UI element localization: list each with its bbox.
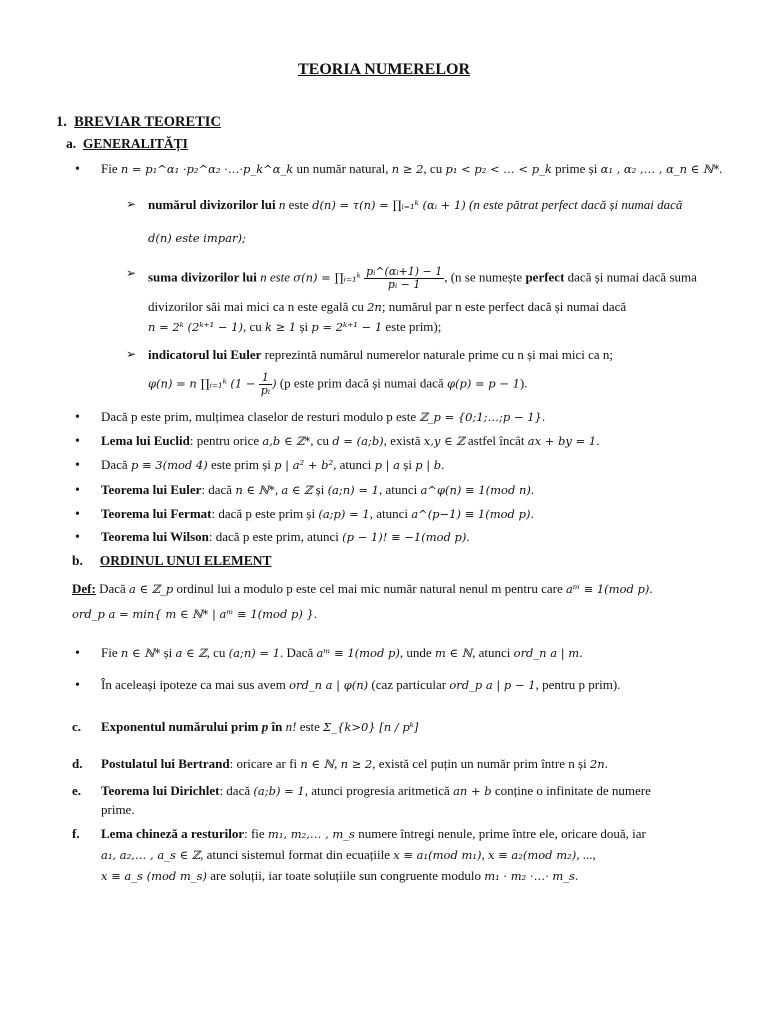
subsection-e: e. Teorema lui Dirichlet: dacă (a;b) = 1, atunci progresia aritmetică an + b conține o infinitate de numere (72, 783, 651, 798)
subsection-label: GENERALITĂȚI (82, 136, 188, 151)
item-divisors-count-cont: d(n) este impar); (148, 231, 246, 245)
formula-divisors-count: d(n) = τ(n) = ∏ᵢ₌₁ᵏ (αᵢ + 1) (312, 198, 466, 212)
fraction-euler: $\frac{1}{\text{pᵢ}}$ (260, 371, 271, 398)
item-divisors-count: ➢ numărul divizorilor lui n este d(n) = τ(n) = ∏ᵢ₌₁ᵏ (αᵢ + 1) (n este pătrat perfect dacă și numai dacă (148, 197, 682, 213)
bullet-euler-theorem: • Teorema lui Euler: dacă n ∈ ℕ*, a ∈ ℤ și (a;n) = 1, atunci a^φ(n) ≡ 1(mod n). (101, 482, 534, 498)
paragraph-fie: • Fie n = p₁^α₁ ·p₂^α₂ ·…·p_k^α_k un număr natural, n ≥ 2, cu p₁ < p₂ < … < p_k prime și α₁ , α₂ ,… , α_n ∈ ℕ*. (101, 161, 722, 177)
item-euler-indicator-formula: φ(n) = n ∏ᵢ₌₁ᵏ (1 − $\frac{1}{\text{pᵢ}}$ ) (p este prim dacă și numai dacă φ(p) = p − 1). (148, 371, 528, 398)
item-divisors-sum-cont1: divizorilor săi mai mici ca n este egală cu 2n; numărul par n este perfect dacă și numai dacă (148, 299, 627, 314)
page-title: TEORIA NUMERELOR (297, 61, 471, 78)
section-label: BREVIAR TEORETIC (74, 114, 221, 130)
section-number: 1. (56, 114, 67, 130)
subsection-heading-b: b. ORDINUL UNUI ELEMENT (72, 553, 272, 568)
subsection-e-cont: prime. (101, 802, 135, 817)
subsection-letter: a. (66, 136, 77, 151)
subsection-f-cont1: a₁, a₂,… , a_s ∈ ℤ, atunci sistemul format din ecuațiile x ≡ a₁(mod m₁), x ≡ a₂(mod m₂), ..., (101, 847, 596, 862)
subsection-c: c. Exponentul numărului prim p în n! este Σ_{k>0} [n / pᵏ] (72, 719, 419, 734)
formula-factorization: n = p₁^α₁ ·p₂^α₂ ·…·p_k^α_k (120, 162, 294, 176)
subsection-f: f. Lema chineză a resturilor: fie m₁, m₂,… , m_s numere întregi nenule, prime între ele, oricare două, iar (72, 826, 646, 841)
bullet-order-divides: • Fie n ∈ ℕ* și a ∈ ℤ, cu (a;n) = 1. Dacă aᵐ ≡ 1(mod p), unde m ∈ ℕ, atunci ord_n a | m. (101, 645, 582, 661)
bullet-prime-3-mod-4: • Dacă p ≡ 3(mod 4) este prim și p | a² + b², atunci p | a și p | b. (101, 457, 444, 473)
bullet-order-divides-phi: • În aceleași ipoteze ca mai sus avem ord_n a | φ(n) (caz particular ord_p a | p − 1, pentru p prim). (101, 677, 620, 693)
item-euler-indicator: ➢ indicatorul lui Euler reprezintă numărul numerelor naturale prime cu n și mai mici ca n; (148, 347, 613, 363)
subsection-f-cont2: x ≡ a_s (mod m_s) are soluții, iar toate soluțiile sun congruente modulo m₁ · m₂ ·…· m_s. (101, 868, 579, 883)
item-divisors-sum: ➢ suma divizorilor lui n este σ(n) = ∏ᵢ₌₁ᵏ $\frac{\text{pᵢ\textasciicircum{}(αᵢ+1) − 1}}{\text{pᵢ − 1}}$ , (n se numește perfect dacă și numai dacă suma (148, 266, 697, 291)
definition-order-formula: ord_p a = min{ m ∈ ℕ* | aᵐ ≡ 1(mod p) }. (72, 606, 318, 621)
definition-order: Def: Dacă a ∈ ℤ_p ordinul lui a modulo p este cel mai mic număr natural nenul m pentru care aᵐ ≡ 1(mod p). (72, 581, 653, 596)
bullet-fermat-theorem: • Teorema lui Fermat: dacă p este prim și (a;p) = 1, atunci a^(p−1) ≡ 1(mod p). (101, 506, 534, 522)
bullet-wilson-theorem: • Teorema lui Wilson: dacă p este prim, atunci (p − 1)! ≡ −1(mod p). (101, 529, 470, 545)
bullet-euclid-lemma: • Lema lui Euclid: pentru orice a,b ∈ ℤ*, cu d = (a;b), există x,y ∈ ℤ astfel încât ax + by = 1. (101, 433, 599, 449)
fraction-divisors-sum: $\frac{\text{pᵢ\textasciicircum{}(αᵢ+1) − 1}}{\text{pᵢ − 1}}$ (366, 265, 443, 292)
subsection-heading-a (66, 136, 188, 153)
formula-legendre: Σ_{k>0} [n / pᵏ] (323, 720, 419, 734)
subsection-d: d. Postulatul lui Bertrand: oricare ar fi n ∈ ℕ, n ≥ 2, există cel puțin un număr prim între n și 2n. (72, 756, 608, 771)
bullet-residue-classes: • Dacă p este prim, mulțimea claselor de resturi modulo p este ℤ_p = {0;1;…;p − 1}. (101, 409, 545, 425)
section-heading-breviar (56, 113, 221, 131)
item-divisors-sum-cont2: n = 2ᵏ (2ᵏ⁺¹ − 1), cu k ≥ 1 și p = 2ᵏ⁺¹ − 1 este prim); (148, 319, 442, 334)
